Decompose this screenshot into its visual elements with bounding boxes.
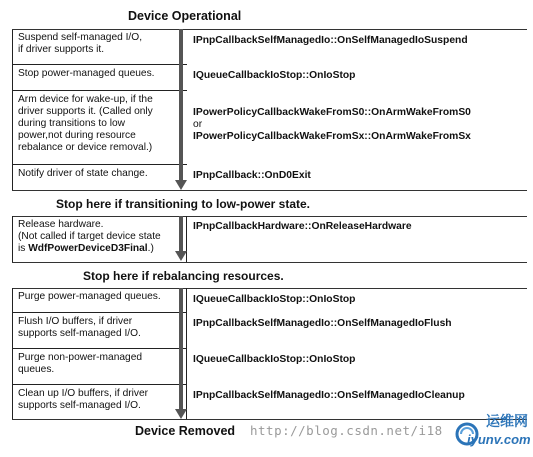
section1-row-4-callback	[193, 170, 311, 182]
heading-device-removed: Device Removed	[135, 424, 236, 438]
callback-name: IPowerPolicyCallbackWakeFromSx::OnArmWakeFromSx	[193, 131, 471, 142]
section3-row-1	[12, 288, 187, 312]
row-desc-line: Suspend self-managed I/O,	[18, 32, 143, 43]
section1-row-2	[12, 64, 187, 90]
row-desc-line: Clean up I/O buffers, if driver	[18, 388, 149, 399]
section1-row-3	[12, 90, 187, 164]
section3-row-4-callback	[193, 390, 465, 402]
flow-arrow-2-head	[175, 251, 187, 261]
row-desc-line: if driver supports it.	[18, 44, 105, 55]
section3-row-3	[12, 348, 187, 384]
callback-name: IPnpCallback::OnD0Exit	[193, 170, 311, 181]
section3-row-4	[12, 384, 187, 419]
section1-row-4	[12, 164, 187, 190]
row-desc-bold: WdfPowerDeviceD3Final	[28, 243, 148, 254]
row-desc-line: rebalance or device removal.)	[18, 142, 153, 153]
row-desc-line: Notify driver of state change.	[18, 168, 148, 179]
row-desc-line: power,not during resource	[18, 130, 136, 141]
section1-bottom-line	[12, 190, 527, 191]
callback-name: IQueueCallbackIoStop::OnIoStop	[193, 70, 356, 81]
row-desc-line: Release hardware.	[18, 219, 104, 230]
row-desc-tail: .)	[147, 243, 154, 254]
row-desc-line: (Not called if target device state	[18, 231, 161, 242]
flow-arrow-2-shaft	[179, 216, 183, 252]
row-desc-line: supports self-managed I/O.	[18, 328, 141, 339]
callback-name: IPnpCallbackSelfManagedIo::OnSelfManagedIoCleanup	[193, 390, 465, 401]
section2-row	[12, 216, 187, 262]
row-desc-line: driver supports it. (Called only	[18, 106, 153, 117]
row-desc-line: supports self-managed I/O.	[18, 400, 141, 411]
callback-name: IPnpCallbackSelfManagedIo::OnSelfManagedIoFlush	[193, 318, 452, 329]
row-desc-line: Flush I/O buffers, if driver	[18, 316, 133, 327]
flow-arrow-3-shaft	[179, 288, 183, 410]
section3-row-2-callback	[193, 318, 452, 330]
row-desc-line: queues.	[18, 364, 55, 375]
section3-row-3-callback	[193, 354, 355, 366]
section3-row-1-callback	[193, 294, 355, 306]
callback-name: IQueueCallbackIoStop::OnIoStop	[193, 354, 356, 365]
flow-arrow-1-shaft	[179, 29, 183, 181]
stop-low-power-label: Stop here if transitioning to low-power state.	[56, 197, 311, 211]
row-desc-line: Arm device for wake-up, if the	[18, 94, 153, 105]
callback-name: IPnpCallbackSelfManagedIo::OnSelfManagedIoSuspend	[193, 35, 468, 46]
section1-row-2-callback	[193, 70, 355, 82]
stop-rebalance-label: Stop here if rebalancing resources.	[83, 269, 284, 283]
row-desc-line: during transitions to low	[18, 118, 126, 129]
section1-row-3-callback	[193, 107, 471, 143]
section1-row-1	[12, 29, 187, 64]
row-desc-prefix: is	[18, 243, 29, 254]
logo-text-cn: 运维网	[486, 413, 528, 429]
heading-device-operational: Device Operational	[128, 9, 242, 23]
section2-bottom-line	[12, 262, 527, 263]
row-desc-line: Purge non-power-managed	[18, 352, 143, 363]
callback-name: IPowerPolicyCallbackWakeFromS0::OnArmWakeFromS0	[193, 107, 471, 118]
callback-or: or	[193, 119, 203, 130]
row-desc-line: Purge power-managed queues.	[18, 291, 161, 302]
logo-text-domain: iyunv.com	[467, 432, 531, 447]
callback-name: IPnpCallbackHardware::OnReleaseHardware	[193, 221, 412, 232]
callback-name: IQueueCallbackIoStop::OnIoStop	[193, 294, 356, 305]
section3-bottom-line	[12, 419, 527, 420]
section3-row-2	[12, 312, 187, 348]
flow-arrow-3-head	[175, 409, 187, 419]
section1-row-1-callback	[193, 35, 468, 47]
row-desc-line	[18, 243, 187, 255]
flow-arrow-1-head	[175, 180, 187, 190]
section2-callback	[193, 221, 412, 233]
row-desc-line: Stop power-managed queues.	[18, 68, 155, 79]
watermark-url: http://blog.csdn.net/i18	[250, 423, 443, 438]
